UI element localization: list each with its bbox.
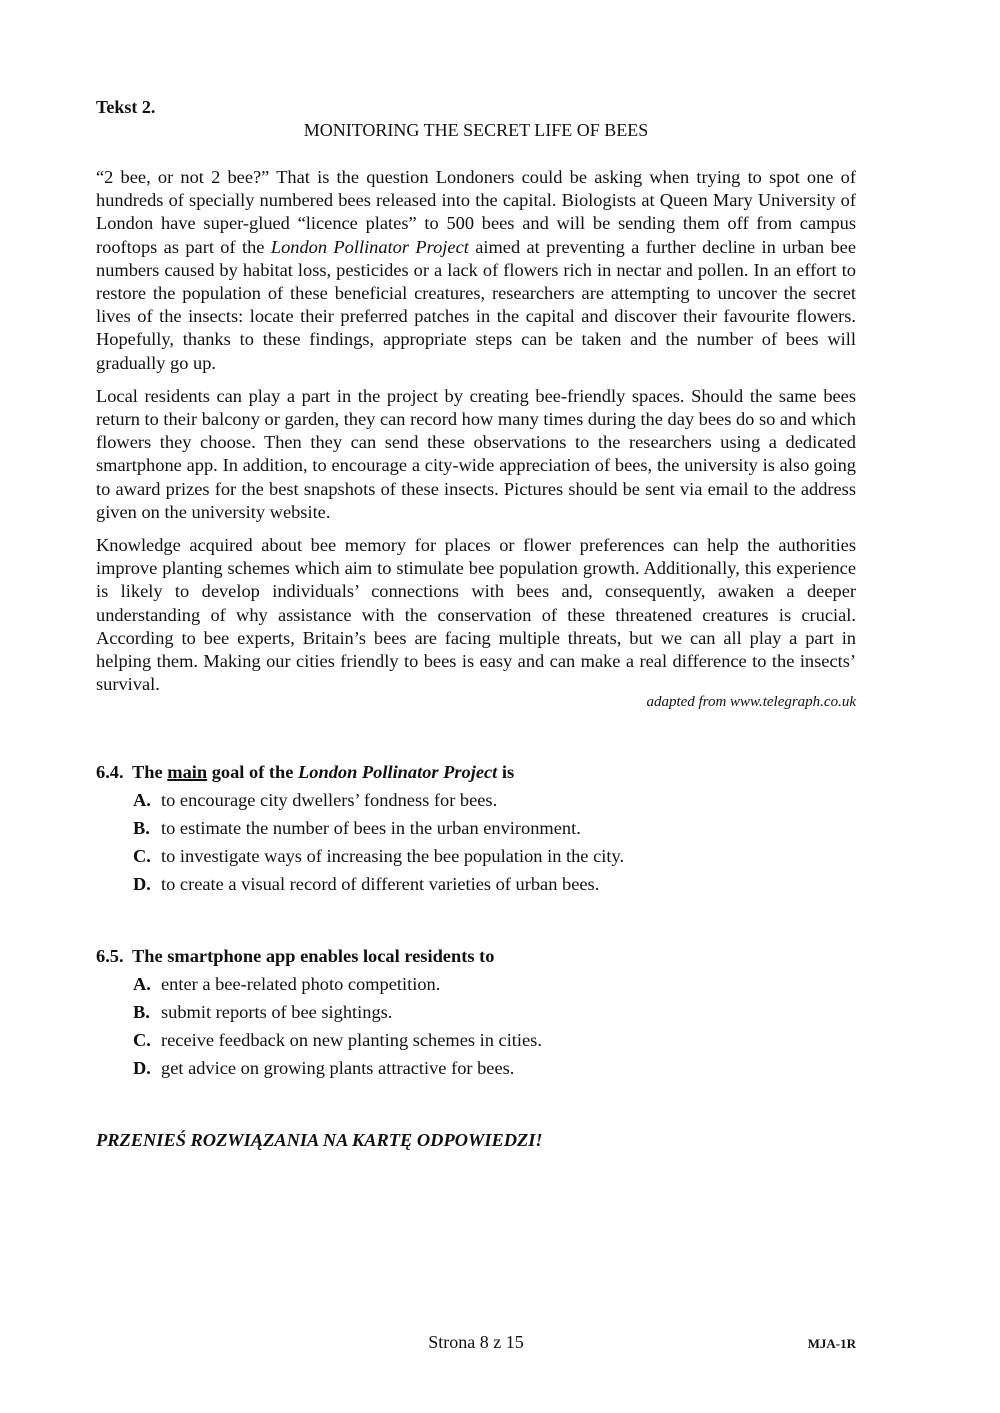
question-6-4 — [96, 758, 876, 898]
option-b[interactable]: B. to estimate the number of bees in the urban environment. — [133, 818, 581, 838]
option-d[interactable]: D. to create a visual record of different varieties of urban bees. — [133, 874, 600, 894]
exam-code: MJA-1R — [807, 1336, 856, 1351]
question-stem: 6.4. The main goal of the London Pollinator Project is — [96, 758, 876, 786]
option-a[interactable]: A. enter a bee-related photo competition. — [133, 974, 441, 994]
question-number: 6.4. — [96, 762, 124, 782]
question-stem: 6.5. The smartphone app enables local residents to — [96, 942, 876, 970]
source-attribution: adapted from www.telegraph.co.uk — [646, 694, 856, 710]
option-d[interactable]: D. get advice on growing plants attractive for bees. — [133, 1058, 515, 1078]
article-body — [96, 166, 856, 706]
option-b[interactable]: B. submit reports of bee sightings. — [133, 1002, 393, 1022]
paragraph-3: Knowledge acquired about bee memory for places or flower preferences can help the authorities improve planting schemes which aim to stimulate bee population growth. Additionally, this experience is likely to develop individuals’ connections with bees and, consequently, awaken a deeper understanding of why assistance with the conservation of these threatened creatures is crucial. According to bee experts, Britain’s bees are facing multiple threats, but we can all play a part in helping them. Making our cities friendly to bees is easy and can make a real difference to the insects’ survival. — [96, 535, 856, 695]
project-name: London Pollinator Project — [270, 236, 469, 257]
paragraph-2: Local residents can play a part in the project by creating bee-friendly spaces. Should the same bees return to their balcony or garden, they can record how many times during the day bees do so and which flowers they choose. Then they can send these observations to the researchers using a dedicated smartphone app. In addition, to encourage a city-wide appreciation of bees, the university is also going to award prizes for the best snapshots of these insects. Pictures should be sent via email to the address given on the university website. — [96, 385, 856, 522]
text-label: Tekst 2. — [96, 97, 156, 117]
transfer-instruction: PRZENIEŚ ROZWIĄZANIA NA KARTĘ ODPOWIEDZI! — [96, 1130, 543, 1150]
question-6-5 — [96, 942, 876, 1082]
page-number: Strona 8 z 15 — [428, 1332, 524, 1352]
option-c[interactable]: C. to investigate ways of increasing the bee population in the city. — [133, 846, 625, 866]
paragraph-1: “2 bee, or not 2 bee?” That is the question Londoners could be asking when trying to spot one of hundreds of specially numbered bees released into the capital. Biologists at Queen Mary University of London have super-glued “licence plates” to 500 bees and will be sending them off from campus rooftops as part of the London Pollinator Project aimed at preventing a further decline in urban bee numbers caused by habitat loss, pesticides or a lack of flowers rich in nectar and pollen. In an effort to restore the population of these beneficial creatures, researchers are attempting to uncover the secret lives of the insects: locate their preferred patches in the capital and discover their favourite flowers. Hopefully, thanks to these findings, appropriate steps can be taken and the number of bees will gradually go up. — [96, 167, 856, 373]
option-c[interactable]: C. receive feedback on new planting schemes in cities. — [133, 1030, 542, 1050]
option-a[interactable]: A. to encourage city dwellers’ fondness for bees. — [133, 790, 498, 810]
question-number: 6.5. — [96, 946, 124, 966]
article-title: MONITORING THE SECRET LIFE OF BEES — [303, 120, 649, 140]
